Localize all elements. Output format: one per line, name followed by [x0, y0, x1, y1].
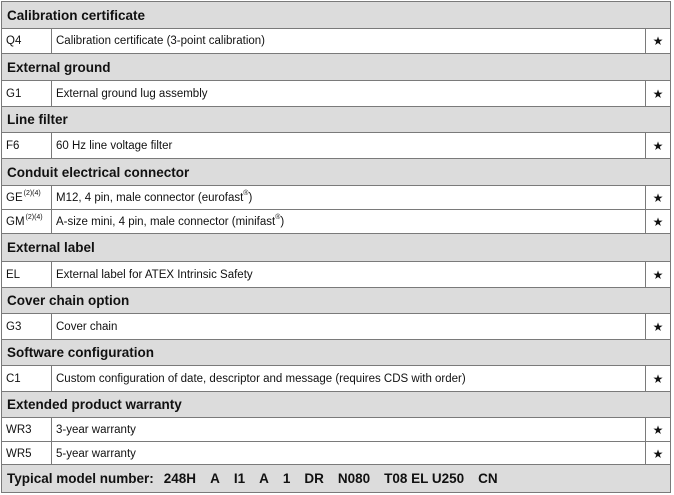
option-description	[52, 366, 646, 391]
option-code-text: G3	[6, 320, 22, 333]
typical-model-label: Typical model number:	[7, 471, 154, 486]
option-description	[52, 418, 646, 441]
model-code-part: 1	[282, 471, 291, 486]
section-header	[1, 233, 671, 262]
standard-offering-star-icon: ★	[652, 319, 664, 334]
description-suffix: )	[280, 215, 285, 228]
standard-offering-star-icon: ★	[652, 138, 664, 153]
section-header	[1, 158, 671, 186]
option-description-text: M12, 4 pin, male connector (eurofast	[56, 191, 244, 204]
option-code	[2, 442, 52, 465]
option-code-text: G1	[6, 87, 22, 100]
option-code	[2, 210, 52, 233]
standard-offering-star-icon: ★	[652, 214, 664, 229]
option-code	[2, 133, 52, 158]
option-row	[1, 80, 671, 107]
option-code-text: WR3	[6, 423, 32, 436]
model-code-part: I1	[233, 471, 246, 486]
option-description	[52, 442, 646, 465]
section-title: Extended product warranty	[7, 397, 182, 412]
section-header	[1, 106, 671, 133]
registered-mark: ®	[275, 214, 281, 221]
model-code-part: A	[210, 471, 220, 486]
option-row	[1, 261, 671, 288]
section-title: External label	[7, 240, 95, 255]
option-code-text: C1	[6, 372, 21, 385]
option-code-text: WR5	[6, 447, 32, 460]
section-title: Line filter	[7, 112, 68, 127]
option-code-text: Q4	[6, 35, 22, 47]
footnote-ref: (2)(4)	[25, 214, 43, 221]
option-code	[2, 81, 52, 106]
option-description	[52, 262, 646, 287]
standard-offering-star-icon: ★	[652, 190, 664, 205]
section-header	[1, 391, 671, 418]
option-description	[52, 133, 646, 158]
option-description	[52, 186, 646, 209]
model-code-part: N080	[337, 471, 371, 486]
option-description-text: Custom configuration of date, descriptor and message (requires CDS with order)	[56, 372, 466, 385]
option-code-text: GM	[6, 215, 25, 228]
section-header	[1, 53, 671, 81]
section-title: Calibration certificate	[7, 7, 146, 23]
option-code-text: GE	[6, 191, 23, 204]
option-description-text: 3-year warranty	[56, 423, 136, 436]
section-title: Software configuration	[7, 345, 155, 360]
option-row	[1, 313, 671, 340]
option-code	[2, 29, 52, 53]
model-code-part: 248H	[163, 471, 197, 486]
section-header	[1, 1, 671, 29]
option-description-text: 5-year warranty	[56, 447, 136, 460]
option-description	[52, 314, 646, 339]
section-title: External ground	[7, 59, 111, 75]
option-row	[1, 28, 671, 54]
option-row	[1, 185, 671, 210]
option-description	[52, 81, 646, 106]
option-code	[2, 366, 52, 391]
standard-offering-star-icon: ★	[652, 267, 664, 282]
standard-offering-star-icon: ★	[652, 371, 664, 386]
option-row	[1, 132, 671, 159]
registered-mark: ®	[243, 190, 249, 197]
option-code	[2, 314, 52, 339]
standard-offering-star-icon: ★	[652, 34, 664, 48]
option-description-text: External ground lug assembly	[56, 87, 208, 100]
model-code-part: CN	[478, 471, 498, 486]
option-code	[2, 418, 52, 441]
option-code-text: F6	[6, 139, 20, 152]
description-suffix: )	[248, 191, 253, 204]
model-code-part: DR	[304, 471, 324, 486]
option-description	[52, 29, 646, 53]
option-code	[2, 186, 52, 209]
standard-offering-star-icon: ★	[652, 446, 664, 461]
option-code	[2, 262, 52, 287]
option-row	[1, 441, 671, 466]
section-header	[1, 287, 671, 314]
option-description-text: Cover chain	[56, 320, 118, 333]
option-description-text: External label for ATEX Intrinsic Safety	[56, 268, 253, 281]
model-code-part: A	[259, 471, 269, 486]
typical-model-number	[1, 464, 671, 493]
option-description-text: Calibration certificate (3-point calibration)	[56, 35, 266, 47]
option-row	[1, 209, 671, 234]
option-description	[52, 210, 646, 233]
section-title: Cover chain option	[7, 293, 130, 308]
model-code-part: T08 EL U250	[384, 471, 465, 486]
option-description-text: 60 Hz line voltage filter	[56, 139, 173, 152]
standard-offering-star-icon: ★	[652, 422, 664, 437]
option-row	[1, 365, 671, 392]
footnote-ref: (2)(4)	[23, 190, 41, 197]
option-row	[1, 417, 671, 442]
section-title: Conduit electrical connector	[7, 164, 190, 180]
standard-offering-star-icon: ★	[652, 86, 664, 101]
section-header	[1, 339, 671, 366]
option-description-text: A-size mini, 4 pin, male connector (minifast	[56, 215, 276, 228]
option-code-text: EL	[6, 268, 21, 281]
